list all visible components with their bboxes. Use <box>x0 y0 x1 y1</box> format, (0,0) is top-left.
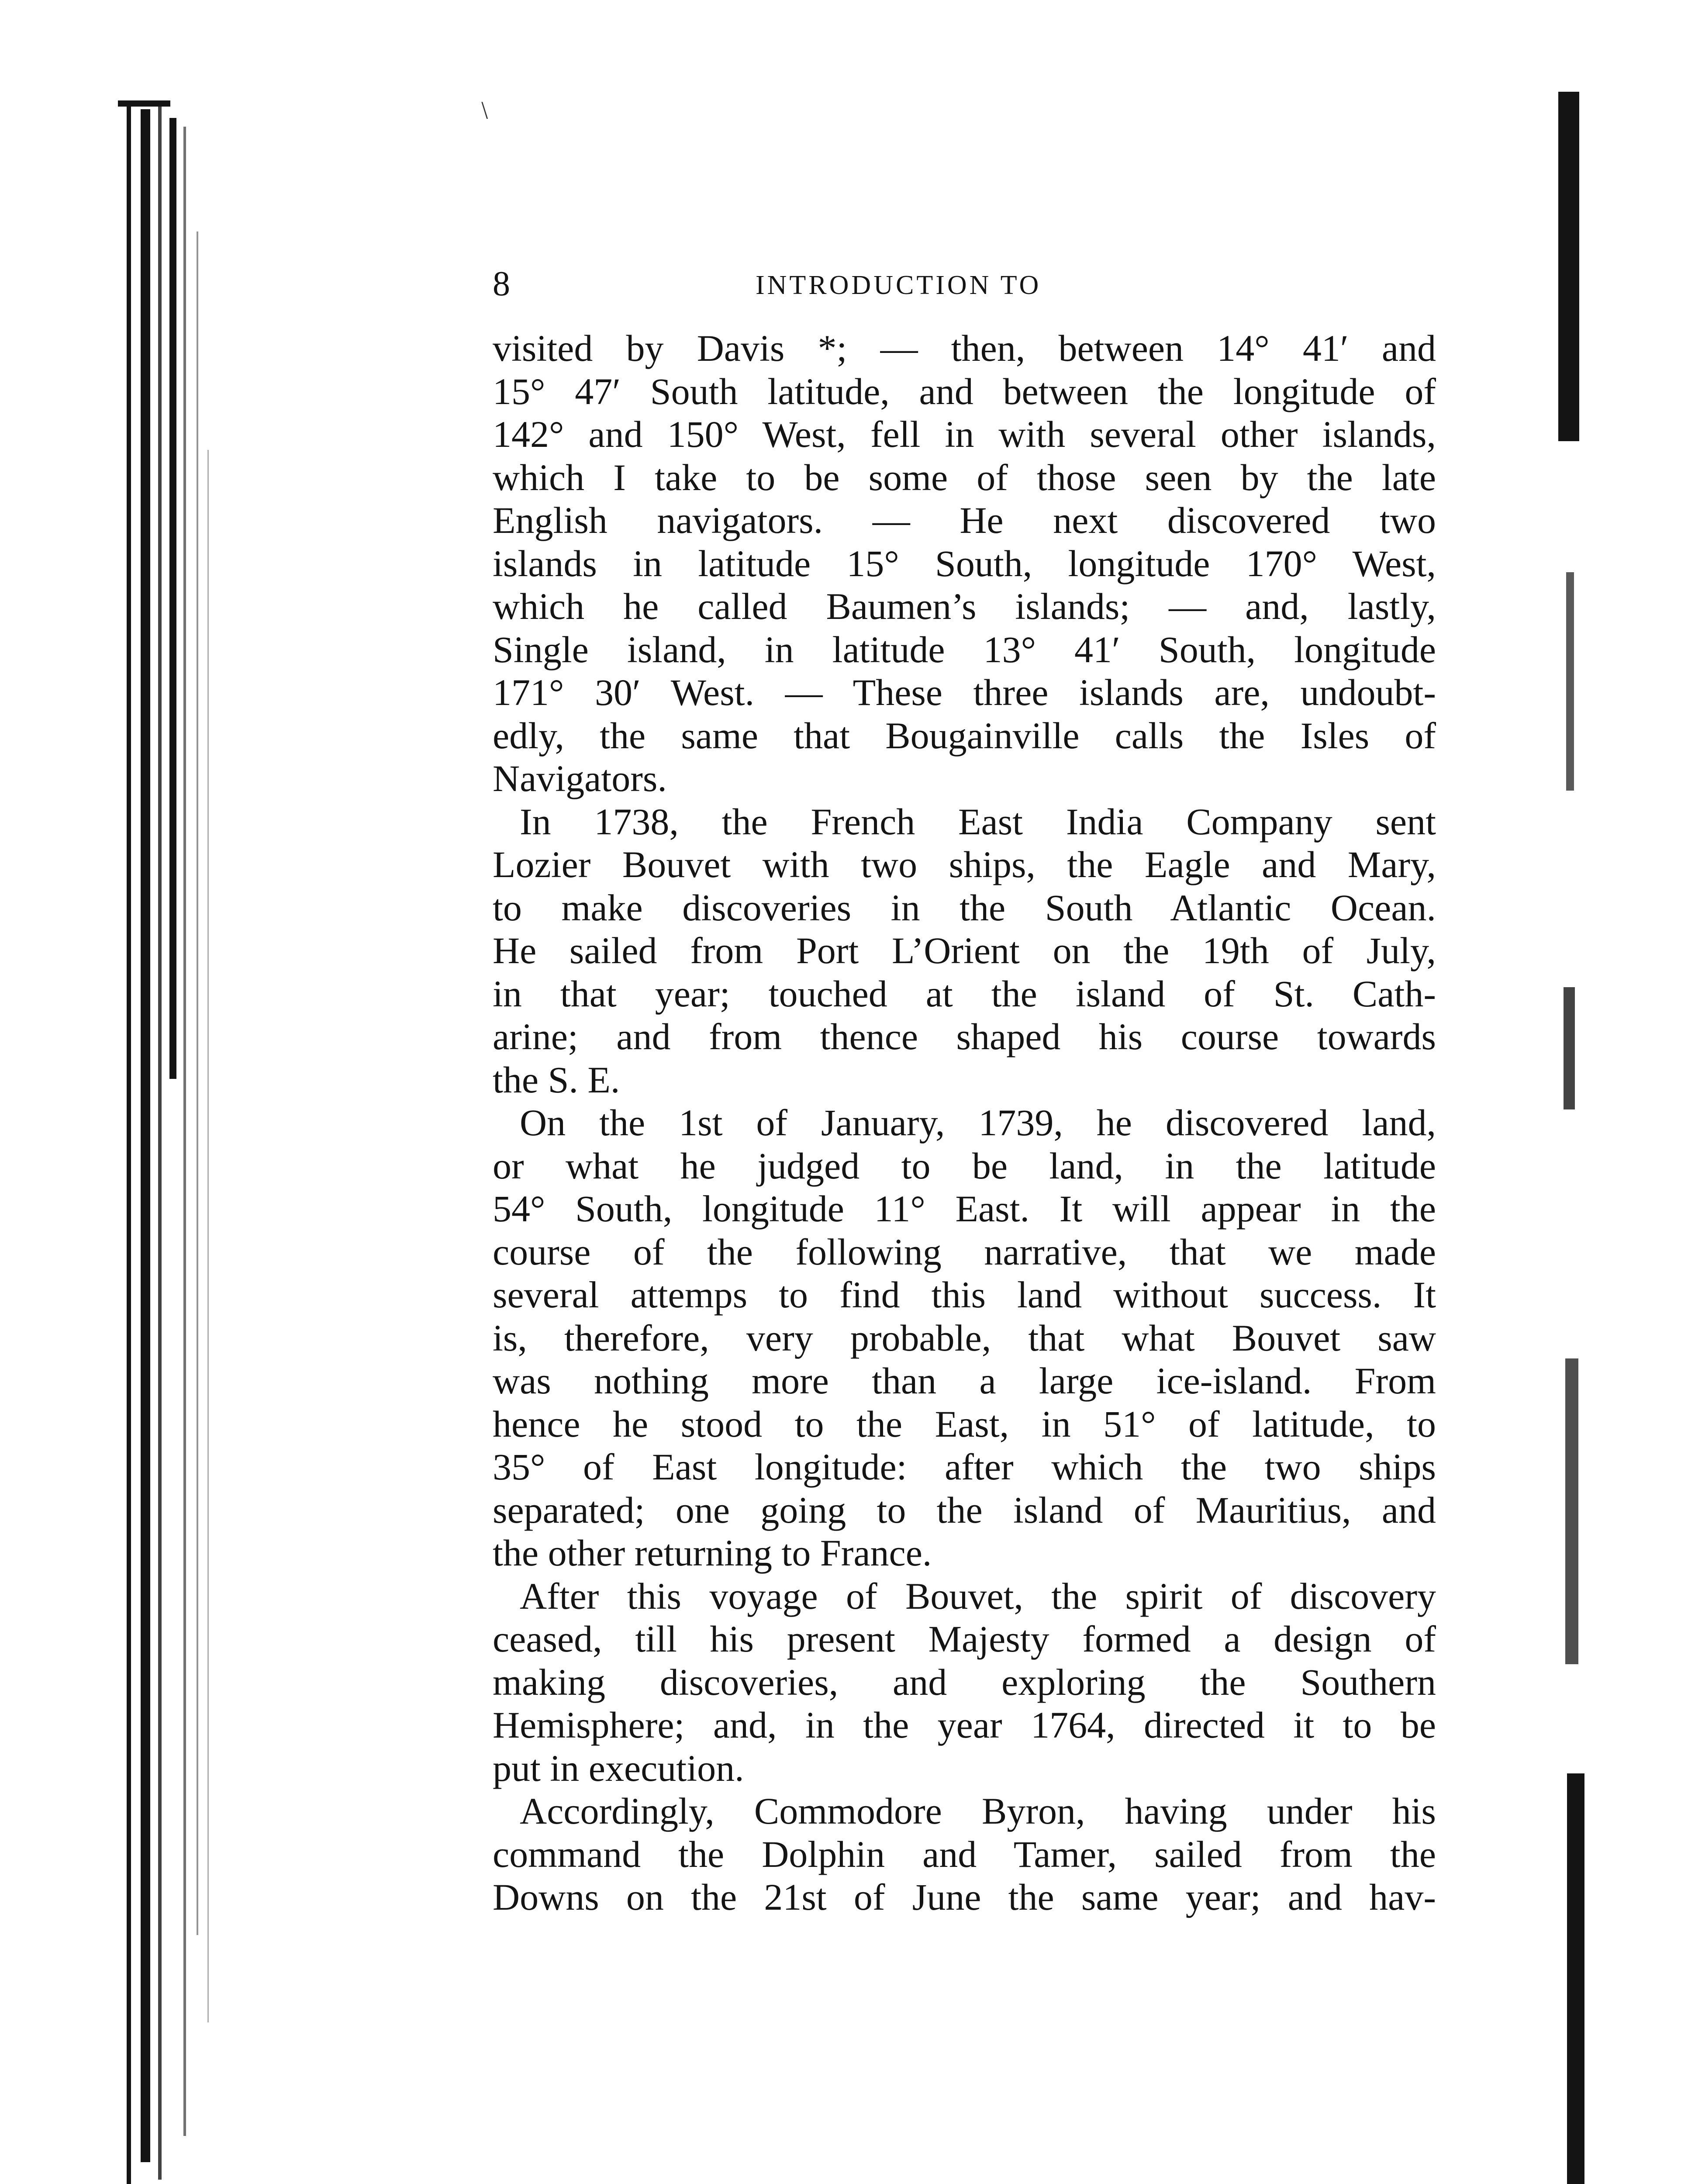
text-line: or what he judged to be land, in the latitude <box>493 1144 1436 1187</box>
text-line: 171° 30′ West. — These three islands are, undoubt- <box>493 671 1436 713</box>
text-line: course of the following narrative, that we made <box>493 1230 1436 1273</box>
text-line: Hemisphere; and, in the year 1764, directed it to be <box>493 1704 1436 1746</box>
text-line: the other returning to France. <box>493 1532 932 1574</box>
text-line: was nothing more than a large ice-island. From <box>493 1360 1436 1402</box>
left-scan-edge <box>118 100 231 2184</box>
text-line: several attemps to find this land without success. It <box>493 1274 1436 1316</box>
right-scan-edge <box>1546 92 1612 2184</box>
text-line: Lozier Bouvet with two ships, the Eagle and Mary, <box>493 843 1436 885</box>
text-line: islands in latitude 15° South, longitude 170° West, <box>493 542 1436 584</box>
text-line: On the 1st of January, 1739, he discovered land, <box>520 1102 1436 1144</box>
page-header <box>493 258 1436 314</box>
text-line: the S. E. <box>493 1058 620 1101</box>
text-line: is, therefore, very probable, that what Bouvet saw <box>493 1317 1436 1359</box>
text-line: He sailed from Port L’Orient on the 19th of July, <box>493 930 1436 971</box>
page-number: 8 <box>493 265 510 303</box>
text-line: arine; and from thence shaped his course towards <box>493 1016 1436 1057</box>
text-line: in that year; touched at the island of St. Cath- <box>493 972 1436 1015</box>
text-line: English navigators. — He next discovered two <box>493 499 1436 541</box>
text-line: In 1738, the French East India Company sent <box>520 800 1436 843</box>
text-line: to make discoveries in the South Atlantic Ocean. <box>493 886 1436 929</box>
text-line: 15° 47′ South latitude, and between the longitude of <box>493 370 1436 412</box>
text-line: which I take to be some of those seen by the late <box>493 456 1436 498</box>
text-line: Accordingly, Commodore Byron, having under his <box>520 1790 1436 1832</box>
text-line: After this voyage of Bouvet, the spirit of discovery <box>520 1575 1436 1617</box>
text-line: making discoveries, and exploring the Southern <box>493 1661 1436 1703</box>
text-line: ceased, till his present Majesty formed a design of <box>493 1618 1436 1660</box>
body-text <box>493 327 1436 1919</box>
text-line: hence he stood to the East, in 51° of latitude, to <box>493 1403 1436 1445</box>
text-line: separated; one going to the island of Mauritius, and <box>493 1489 1436 1531</box>
text-line: visited by Davis *; — then, between 14° 41′ and <box>493 327 1436 369</box>
text-line: Navigators. <box>493 757 667 799</box>
text-line: put in execution. <box>493 1747 744 1789</box>
text-line: Downs on the 21st of June the same year; and hav- <box>493 1876 1436 1918</box>
text-line: 54° South, longitude 11° East. It will appear in the <box>493 1188 1436 1230</box>
text-line: 35° of East longitude: after which the two ships <box>493 1446 1436 1488</box>
text-line: edly, the same that Bougainville calls the Isles of <box>493 714 1436 757</box>
text-line: which he called Baumen’s islands; — and, lastly, <box>493 585 1436 627</box>
text-line: 142° and 150° West, fell in with several other islands, <box>493 413 1436 455</box>
text-line: Single island, in latitude 13° 41′ South, longitude <box>493 628 1436 670</box>
scan-speck: ﹨ <box>472 94 498 123</box>
running-head: INTRODUCTION TO <box>756 270 1042 300</box>
text-line: command the Dolphin and Tamer, sailed from the <box>493 1833 1436 1875</box>
